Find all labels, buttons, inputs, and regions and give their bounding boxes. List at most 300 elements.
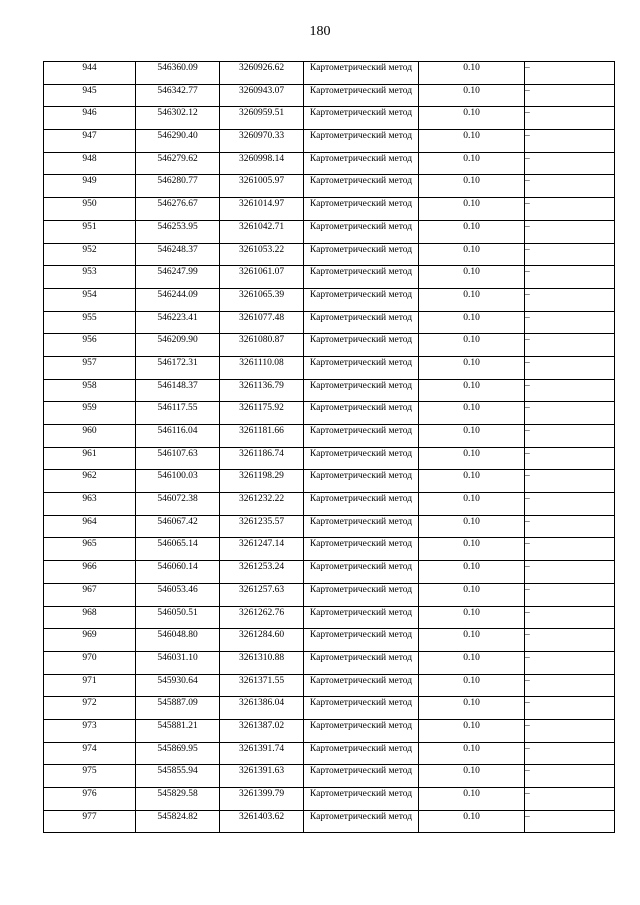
note-cell xyxy=(525,266,615,289)
y-coordinate-cell-text: 3261175.92 xyxy=(239,403,284,414)
method-cell xyxy=(304,334,419,357)
table-row xyxy=(44,606,615,629)
x-coordinate-cell xyxy=(136,765,220,788)
note-cell xyxy=(525,742,615,765)
accuracy-cell-text: 0.10 xyxy=(463,539,480,550)
method-cell xyxy=(304,742,419,765)
point-number-cell xyxy=(44,198,136,221)
method-cell xyxy=(304,220,419,243)
x-coordinate-cell xyxy=(136,175,220,198)
x-coordinate-cell-text: 546276.67 xyxy=(157,199,198,210)
note-cell xyxy=(525,84,615,107)
note-cell-text: – xyxy=(525,743,530,754)
page-number: 180 xyxy=(309,24,331,39)
accuracy-cell-text: 0.10 xyxy=(463,153,480,164)
y-coordinate-cell xyxy=(220,515,304,538)
table-row xyxy=(44,810,615,833)
accuracy-cell xyxy=(419,788,525,811)
method-cell-text: Картометрический метод xyxy=(309,244,413,255)
table-row xyxy=(44,266,615,289)
y-coordinate-cell xyxy=(220,606,304,629)
method-cell-text: Картометрический метод xyxy=(309,789,413,799)
note-cell xyxy=(525,674,615,697)
accuracy-cell-text: 0.10 xyxy=(463,244,480,255)
y-coordinate-cell xyxy=(220,220,304,243)
note-cell xyxy=(525,583,615,606)
x-coordinate-cell-text: 545869.95 xyxy=(157,743,198,754)
x-coordinate-cell xyxy=(136,606,220,629)
note-cell xyxy=(525,538,615,561)
method-cell-text: Картометрический метод xyxy=(309,221,413,232)
note-cell xyxy=(525,810,615,833)
point-number-cell-text: 957 xyxy=(82,357,97,368)
note-cell xyxy=(525,356,615,379)
method-cell-text: Картометрический метод xyxy=(309,698,413,709)
x-coordinate-cell-text: 546172.31 xyxy=(157,357,198,368)
point-number-cell xyxy=(44,788,136,811)
point-number-cell xyxy=(44,583,136,606)
note-cell-text: – xyxy=(525,63,530,73)
point-number-cell-text: 950 xyxy=(82,199,97,210)
point-number-cell xyxy=(44,674,136,697)
x-coordinate-cell xyxy=(136,425,220,448)
note-cell xyxy=(525,243,615,266)
table-row xyxy=(44,788,615,811)
method-cell xyxy=(304,311,419,334)
point-number-cell-text: 953 xyxy=(82,267,97,278)
point-number-cell-text: 964 xyxy=(82,516,97,527)
point-number-cell xyxy=(44,606,136,629)
method-cell xyxy=(304,788,419,811)
x-coordinate-cell xyxy=(136,674,220,697)
y-coordinate-cell-text: 3261014.97 xyxy=(238,199,285,210)
y-coordinate-cell xyxy=(220,765,304,788)
y-coordinate-cell-text: 3261257.63 xyxy=(238,584,285,595)
accuracy-cell xyxy=(419,493,525,516)
note-cell-text: – xyxy=(525,85,530,96)
point-number-cell-text: 963 xyxy=(82,494,97,505)
point-number-cell xyxy=(44,356,136,379)
accuracy-cell-text: 0.10 xyxy=(463,380,480,391)
point-number-cell-text: 948 xyxy=(82,153,97,164)
accuracy-cell xyxy=(419,288,525,311)
method-cell xyxy=(304,538,419,561)
table-row xyxy=(44,765,615,788)
note-cell xyxy=(525,152,615,175)
point-number-cell-text: 952 xyxy=(82,244,97,255)
table-row xyxy=(44,243,615,266)
x-coordinate-cell xyxy=(136,583,220,606)
note-cell-text: – xyxy=(525,539,530,550)
note-cell xyxy=(525,334,615,357)
y-coordinate-cell-text: 3261310.88 xyxy=(238,652,285,663)
note-cell-text: – xyxy=(525,244,530,255)
method-cell xyxy=(304,651,419,674)
table-row xyxy=(44,651,615,674)
note-cell-text: – xyxy=(525,630,530,641)
y-coordinate-cell xyxy=(220,719,304,742)
x-coordinate-cell-text: 546253.95 xyxy=(157,221,198,232)
point-number-cell xyxy=(44,538,136,561)
y-coordinate-cell-text: 3261371.55 xyxy=(238,675,285,686)
note-cell xyxy=(525,107,615,130)
accuracy-cell xyxy=(419,84,525,107)
x-coordinate-cell xyxy=(136,243,220,266)
y-coordinate-cell-text: 3260998.14 xyxy=(238,153,285,164)
x-coordinate-cell-text: 545829.58 xyxy=(157,789,198,799)
table-row xyxy=(44,62,615,85)
y-coordinate-cell-text: 3261391.74 xyxy=(238,743,285,754)
y-coordinate-cell-text: 3261136.79 xyxy=(239,380,284,391)
x-coordinate-cell-text: 546117.55 xyxy=(157,403,198,414)
point-number-cell-text: 971 xyxy=(82,675,97,686)
accuracy-cell xyxy=(419,425,525,448)
point-number-cell-text: 961 xyxy=(82,448,97,459)
method-cell-text: Картометрический метод xyxy=(309,357,413,368)
x-coordinate-cell-text: 546050.51 xyxy=(157,607,198,618)
y-coordinate-cell xyxy=(220,266,304,289)
y-coordinate-cell-text: 3261399.79 xyxy=(238,789,285,799)
accuracy-cell-text: 0.10 xyxy=(463,743,480,754)
note-cell-text: – xyxy=(525,380,530,391)
accuracy-cell xyxy=(419,220,525,243)
note-cell-text: – xyxy=(525,471,530,482)
x-coordinate-cell-text: 546048.80 xyxy=(157,630,198,641)
accuracy-cell-text: 0.10 xyxy=(463,289,480,300)
x-coordinate-cell-text: 545881.21 xyxy=(157,720,198,731)
x-coordinate-cell xyxy=(136,334,220,357)
point-number-cell-text: 956 xyxy=(82,335,97,346)
method-cell-text: Картометрический метод xyxy=(309,743,413,754)
method-cell xyxy=(304,379,419,402)
point-number-cell-text: 954 xyxy=(82,289,97,300)
note-cell xyxy=(525,198,615,221)
point-number-cell-text: 969 xyxy=(82,630,97,641)
note-cell-text: – xyxy=(525,607,530,618)
note-cell xyxy=(525,311,615,334)
table-row xyxy=(44,311,615,334)
method-cell xyxy=(304,175,419,198)
point-number-cell-text: 944 xyxy=(82,63,97,73)
note-cell xyxy=(525,651,615,674)
accuracy-cell-text: 0.10 xyxy=(463,584,480,595)
y-coordinate-cell-text: 3261253.24 xyxy=(238,562,285,573)
point-number-cell xyxy=(44,629,136,652)
point-number-cell xyxy=(44,515,136,538)
y-coordinate-cell xyxy=(220,561,304,584)
method-cell xyxy=(304,425,419,448)
y-coordinate-cell-text: 3261061.07 xyxy=(238,267,285,278)
method-cell xyxy=(304,243,419,266)
x-coordinate-cell xyxy=(136,561,220,584)
accuracy-cell-text: 0.10 xyxy=(463,403,480,414)
point-number-cell xyxy=(44,311,136,334)
note-cell-text: – xyxy=(525,426,530,436)
x-coordinate-cell-text: 546223.41 xyxy=(157,312,198,323)
y-coordinate-cell xyxy=(220,288,304,311)
point-number-cell xyxy=(44,402,136,425)
accuracy-cell-text: 0.10 xyxy=(463,85,480,96)
point-number-cell-text: 965 xyxy=(82,539,97,550)
accuracy-cell xyxy=(419,697,525,720)
point-number-cell-text: 968 xyxy=(82,607,97,618)
y-coordinate-cell-text: 3261403.62 xyxy=(238,811,285,822)
x-coordinate-cell-text: 546290.40 xyxy=(157,131,198,142)
note-cell xyxy=(525,220,615,243)
accuracy-cell-text: 0.10 xyxy=(463,811,480,822)
table-row xyxy=(44,447,615,470)
table-row xyxy=(44,107,615,130)
method-cell-text: Картометрический метод xyxy=(309,426,413,436)
note-cell xyxy=(525,765,615,788)
accuracy-cell-text: 0.10 xyxy=(463,698,480,709)
y-coordinate-cell xyxy=(220,243,304,266)
accuracy-cell-text: 0.10 xyxy=(463,176,480,187)
point-number-cell-text: 970 xyxy=(82,652,97,663)
y-coordinate-cell-text: 3261235.57 xyxy=(238,516,285,527)
x-coordinate-cell-text: 546072.38 xyxy=(157,494,198,505)
method-cell xyxy=(304,288,419,311)
note-cell-text: – xyxy=(525,108,530,119)
y-coordinate-cell-text: 3261284.60 xyxy=(238,630,285,641)
method-cell-text: Картометрический метод xyxy=(309,811,413,822)
x-coordinate-cell xyxy=(136,629,220,652)
table-row xyxy=(44,356,615,379)
point-number-cell xyxy=(44,742,136,765)
x-coordinate-cell xyxy=(136,515,220,538)
point-number-cell-text: 958 xyxy=(82,380,97,391)
note-cell xyxy=(525,402,615,425)
note-cell-text: – xyxy=(525,403,530,414)
point-number-cell-text: 967 xyxy=(82,584,97,595)
note-cell-text: – xyxy=(525,357,530,368)
x-coordinate-cell-text: 546209.90 xyxy=(157,335,198,346)
table-row xyxy=(44,220,615,243)
y-coordinate-cell-text: 3261053.22 xyxy=(238,244,285,255)
note-cell xyxy=(525,697,615,720)
y-coordinate-cell-text: 3261262.76 xyxy=(238,607,285,618)
accuracy-cell-text: 0.10 xyxy=(463,494,480,505)
x-coordinate-cell xyxy=(136,719,220,742)
point-number-cell xyxy=(44,493,136,516)
x-coordinate-cell-text: 546031.10 xyxy=(157,652,198,663)
table-row xyxy=(44,629,615,652)
method-cell-text: Картометрический метод xyxy=(309,516,413,527)
table-row xyxy=(44,493,615,516)
note-cell-text: – xyxy=(525,289,530,300)
note-cell-text: – xyxy=(525,448,530,459)
method-cell-text: Картометрический метод xyxy=(309,562,413,573)
note-cell-text: – xyxy=(525,221,530,232)
y-coordinate-cell xyxy=(220,175,304,198)
point-number-cell xyxy=(44,719,136,742)
accuracy-cell-text: 0.10 xyxy=(463,766,480,777)
note-cell xyxy=(525,561,615,584)
accuracy-cell xyxy=(419,311,525,334)
x-coordinate-cell-text: 546053.46 xyxy=(157,584,198,595)
note-cell-text: – xyxy=(525,153,530,164)
accuracy-cell xyxy=(419,266,525,289)
note-cell-text: – xyxy=(525,652,530,663)
x-coordinate-cell xyxy=(136,288,220,311)
accuracy-cell-text: 0.10 xyxy=(463,335,480,346)
point-number-cell xyxy=(44,175,136,198)
note-cell xyxy=(525,493,615,516)
note-cell-text: – xyxy=(525,267,530,278)
x-coordinate-cell-text: 546280.77 xyxy=(157,176,198,187)
method-cell-text: Картометрический метод xyxy=(309,652,413,663)
coordinates-table xyxy=(43,61,615,833)
method-cell xyxy=(304,470,419,493)
x-coordinate-cell-text: 546065.14 xyxy=(157,539,198,550)
point-number-cell-text: 972 xyxy=(82,698,97,709)
x-coordinate-cell-text: 545887.09 xyxy=(157,698,198,709)
table-row xyxy=(44,402,615,425)
method-cell xyxy=(304,402,419,425)
method-cell-text: Картометрический метод xyxy=(309,335,413,346)
method-cell xyxy=(304,152,419,175)
x-coordinate-cell xyxy=(136,697,220,720)
method-cell xyxy=(304,62,419,85)
method-cell-text: Картометрический метод xyxy=(309,176,413,187)
accuracy-cell xyxy=(419,152,525,175)
point-number-cell xyxy=(44,470,136,493)
note-cell-text: – xyxy=(525,698,530,709)
table-row xyxy=(44,288,615,311)
point-number-cell-text: 976 xyxy=(82,789,97,799)
method-cell xyxy=(304,198,419,221)
accuracy-cell xyxy=(419,334,525,357)
x-coordinate-cell xyxy=(136,62,220,85)
x-coordinate-cell-text: 545930.64 xyxy=(157,675,198,686)
point-number-cell-text: 949 xyxy=(82,176,97,187)
x-coordinate-cell xyxy=(136,266,220,289)
accuracy-cell-text: 0.10 xyxy=(463,221,480,232)
accuracy-cell xyxy=(419,561,525,584)
point-number-cell-text: 962 xyxy=(82,471,97,482)
x-coordinate-cell xyxy=(136,493,220,516)
accuracy-cell-text: 0.10 xyxy=(463,652,480,663)
x-coordinate-cell xyxy=(136,651,220,674)
point-number-cell-text: 977 xyxy=(82,811,97,822)
x-coordinate-cell xyxy=(136,742,220,765)
point-number-cell-text: 959 xyxy=(82,403,97,414)
y-coordinate-cell xyxy=(220,425,304,448)
note-cell xyxy=(525,130,615,153)
method-cell-text: Картометрический метод xyxy=(309,494,413,505)
accuracy-cell xyxy=(419,515,525,538)
method-cell xyxy=(304,130,419,153)
table-row xyxy=(44,198,615,221)
point-number-cell xyxy=(44,425,136,448)
table-row xyxy=(44,697,615,720)
x-coordinate-cell-text: 546116.04 xyxy=(157,426,198,436)
note-cell xyxy=(525,62,615,85)
y-coordinate-cell xyxy=(220,538,304,561)
y-coordinate-cell xyxy=(220,356,304,379)
accuracy-cell-text: 0.10 xyxy=(463,789,480,799)
x-coordinate-cell xyxy=(136,788,220,811)
method-cell-text: Картометрический метод xyxy=(309,720,413,731)
method-cell xyxy=(304,107,419,130)
note-cell-text: – xyxy=(525,199,530,210)
method-cell xyxy=(304,561,419,584)
x-coordinate-cell xyxy=(136,130,220,153)
accuracy-cell-text: 0.10 xyxy=(463,607,480,618)
method-cell xyxy=(304,719,419,742)
method-cell-text: Картометрический метод xyxy=(309,108,413,119)
x-coordinate-cell-text: 546342.77 xyxy=(157,85,198,96)
table-row xyxy=(44,425,615,448)
accuracy-cell xyxy=(419,62,525,85)
x-coordinate-cell-text: 546302.12 xyxy=(157,108,198,119)
accuracy-cell xyxy=(419,538,525,561)
x-coordinate-cell xyxy=(136,220,220,243)
point-number-cell xyxy=(44,561,136,584)
note-cell-text: – xyxy=(525,720,530,731)
note-cell xyxy=(525,629,615,652)
note-cell-text: – xyxy=(525,494,530,505)
y-coordinate-cell xyxy=(220,130,304,153)
accuracy-cell xyxy=(419,379,525,402)
point-number-cell xyxy=(44,62,136,85)
y-coordinate-cell xyxy=(220,788,304,811)
y-coordinate-cell xyxy=(220,651,304,674)
method-cell-text: Картометрический метод xyxy=(309,199,413,210)
accuracy-cell xyxy=(419,130,525,153)
y-coordinate-cell xyxy=(220,583,304,606)
table-row xyxy=(44,379,615,402)
y-coordinate-cell-text: 3261110.08 xyxy=(239,357,284,368)
y-coordinate-cell xyxy=(220,447,304,470)
y-coordinate-cell-text: 3261042.71 xyxy=(238,221,285,232)
method-cell xyxy=(304,493,419,516)
y-coordinate-cell xyxy=(220,742,304,765)
point-number-cell-text: 960 xyxy=(82,426,97,436)
x-coordinate-cell xyxy=(136,107,220,130)
method-cell-text: Картометрический метод xyxy=(309,153,413,164)
x-coordinate-cell-text: 546248.37 xyxy=(157,244,198,255)
x-coordinate-cell xyxy=(136,84,220,107)
x-coordinate-cell-text: 546247.99 xyxy=(157,267,198,278)
point-number-cell xyxy=(44,243,136,266)
x-coordinate-cell xyxy=(136,152,220,175)
method-cell xyxy=(304,583,419,606)
y-coordinate-cell xyxy=(220,311,304,334)
table-row xyxy=(44,674,615,697)
y-coordinate-cell xyxy=(220,379,304,402)
accuracy-cell-text: 0.10 xyxy=(463,630,480,641)
accuracy-cell xyxy=(419,606,525,629)
table-row xyxy=(44,152,615,175)
method-cell-text: Картометрический метод xyxy=(309,471,413,482)
y-coordinate-cell xyxy=(220,493,304,516)
y-coordinate-cell-text: 3261386.04 xyxy=(238,698,285,709)
note-cell xyxy=(525,447,615,470)
point-number-cell xyxy=(44,288,136,311)
note-cell-text: – xyxy=(525,811,530,822)
accuracy-cell xyxy=(419,742,525,765)
point-number-cell-text: 947 xyxy=(82,131,97,142)
y-coordinate-cell xyxy=(220,198,304,221)
note-cell xyxy=(525,379,615,402)
method-cell-text: Картометрический метод xyxy=(309,63,413,73)
x-coordinate-cell xyxy=(136,538,220,561)
accuracy-cell xyxy=(419,175,525,198)
method-cell-text: Картометрический метод xyxy=(309,539,413,550)
accuracy-cell xyxy=(419,651,525,674)
accuracy-cell-text: 0.10 xyxy=(463,562,480,573)
